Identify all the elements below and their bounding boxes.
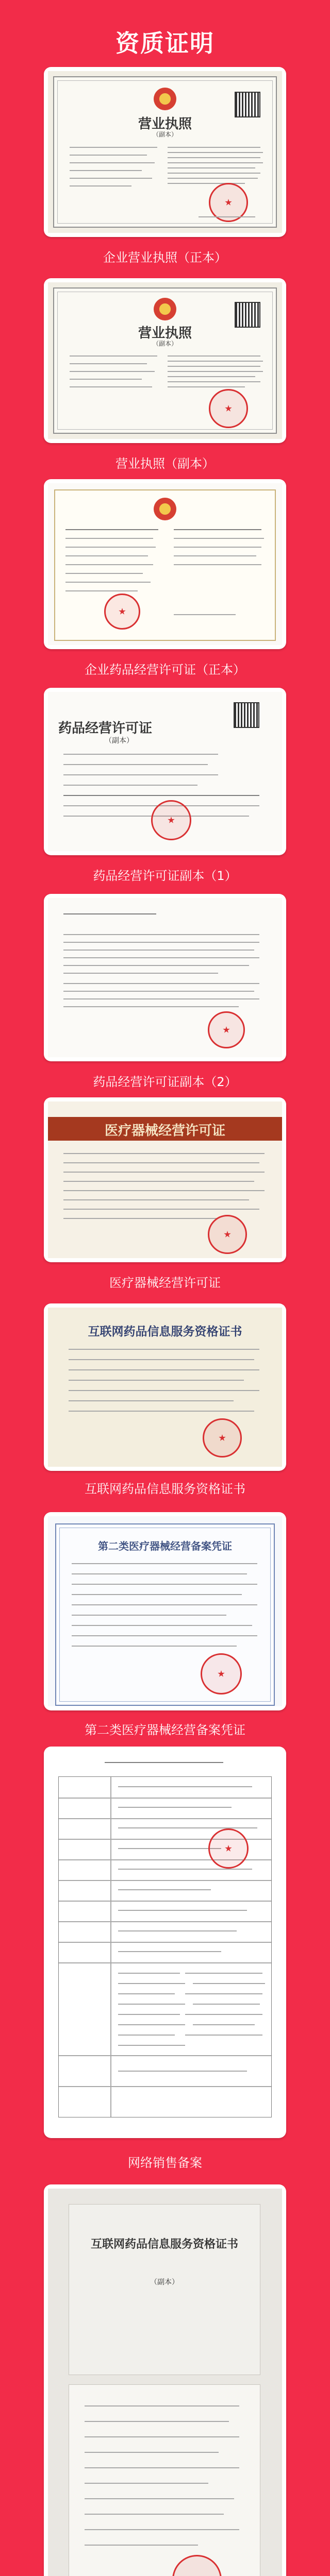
qr-code-icon [234, 702, 259, 728]
qr-code-icon [235, 302, 260, 328]
certificate-subheading: （副本） [150, 2278, 179, 2286]
qr-code-icon [235, 92, 260, 117]
certificate-heading: 互联网药品信息服务资格证书 [88, 1325, 242, 1338]
certificate-card-business-license-copy[interactable] [44, 278, 286, 443]
certificate-heading: 第二类医疗器械经营备案凭证 [98, 1540, 232, 1552]
official-seal-icon [151, 800, 191, 840]
certificate-image [48, 71, 282, 233]
official-seal-icon [203, 1418, 242, 1458]
certificate-image [48, 2189, 282, 2576]
certificate-card-drug-license-copy-2[interactable] [44, 894, 286, 1061]
certificate-heading: 营业执照 [138, 326, 192, 341]
certificate-image [48, 1308, 282, 1467]
certificate-image [48, 1516, 282, 1706]
official-seal-icon [208, 1215, 247, 1254]
official-seal-icon [209, 389, 248, 428]
certificate-card-medical-device-license[interactable] [44, 1097, 286, 1262]
certificate-image [48, 1751, 282, 2134]
certificate-caption: 企业营业执照（正本） [103, 250, 227, 265]
page-title: 资质证明 [116, 29, 214, 57]
certificate-image [48, 1101, 282, 1258]
certificate-caption: 营业执照（副本） [116, 456, 214, 471]
certificate-image [48, 483, 282, 645]
certificate-subheading: （副本） [152, 131, 177, 138]
certificate-caption: 药品经营许可证副本（2） [93, 1075, 237, 1089]
certificate-card-online-sales-filing[interactable] [44, 1747, 286, 2138]
official-seal-icon [208, 1011, 245, 1048]
certificate-caption: 药品经营许可证副本（1） [93, 869, 237, 883]
certificate-caption: 企业药品经营许可证（正本） [85, 663, 245, 677]
certificate-caption: 网络销售备案 [128, 2156, 202, 2170]
national-emblem-icon [154, 88, 176, 110]
certificate-subheading: （副本） [152, 340, 177, 347]
national-emblem-icon [154, 298, 176, 320]
certificate-subheading: （副本） [105, 737, 134, 745]
certificate-heading: 营业执照 [138, 116, 192, 132]
certificate-image [48, 692, 282, 851]
certificate-card-internet-drug-info-certificate[interactable] [44, 1303, 286, 1471]
official-seal-icon [172, 2555, 222, 2576]
certificate-card-drug-license-original[interactable] [44, 479, 286, 649]
official-seal-icon [201, 1653, 242, 1694]
certificate-heading: 药品经营许可证 [58, 721, 153, 736]
certificate-caption: 医疗器械经营许可证 [109, 1276, 221, 1290]
certificate-image [48, 898, 282, 1057]
certificate-caption: 互联网药品信息服务资格证书 [85, 1482, 245, 1496]
certificate-card-class-ii-device-filing[interactable] [44, 1512, 286, 1710]
certificate-card-internet-drug-info-certificate-copy[interactable] [44, 2184, 286, 2576]
certificate-heading: 互联网药品信息服务资格证书 [90, 2238, 238, 2251]
official-seal-icon [104, 594, 140, 630]
certificate-heading: 医疗器械经营许可证 [104, 1123, 225, 1139]
certificate-image [48, 282, 282, 439]
certificate-card-drug-license-copy-1[interactable] [44, 688, 286, 855]
national-emblem-icon [154, 498, 176, 520]
official-seal-icon [208, 1828, 249, 1869]
certificate-caption: 第二类医疗器械经营备案凭证 [85, 1723, 245, 1737]
certificate-card-business-license-original[interactable] [44, 67, 286, 237]
